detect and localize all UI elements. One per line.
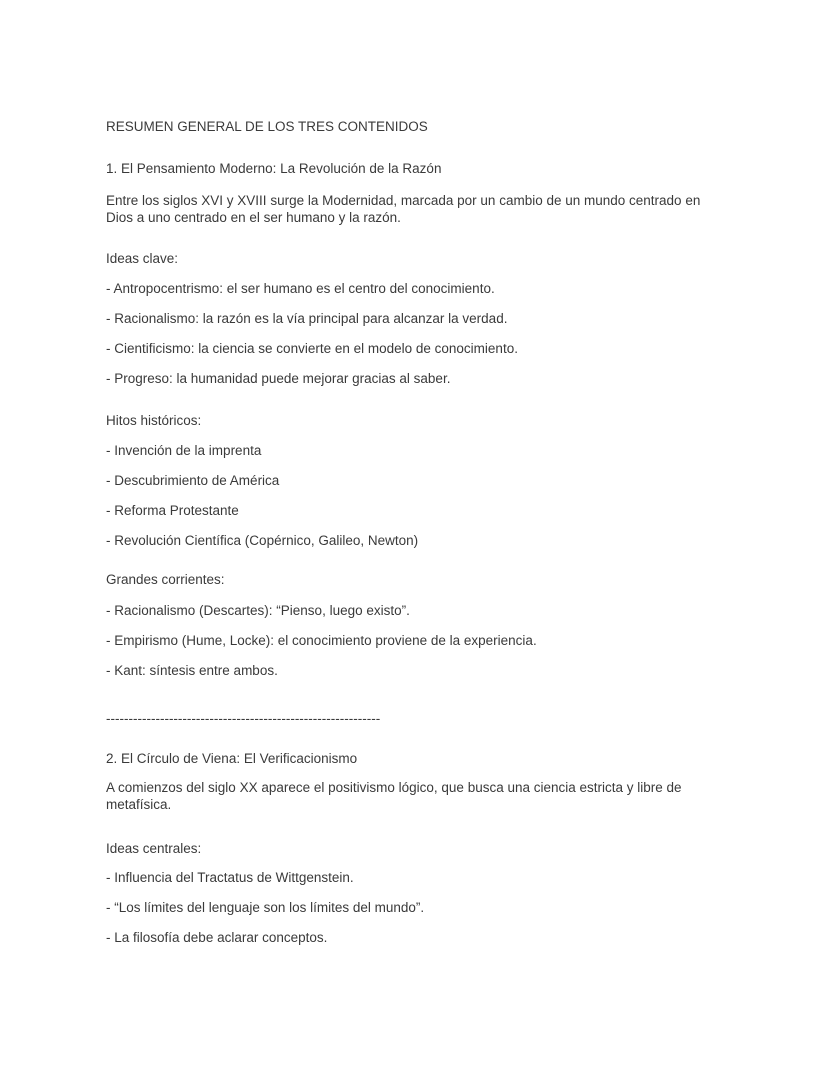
separator-line: ------------------------------------------------------------- — [106, 711, 381, 726]
bullet-item: - Invención de la imprenta — [106, 443, 262, 458]
paragraph-line: Entre los siglos XVI y XVIII surge la Modernidad, marcada por un cambio de un mundo centrado en — [106, 193, 701, 208]
section-2-intro-paragraph — [106, 779, 722, 813]
bullet-item: - “Los límites del lenguaje son los límites del mundo”. — [106, 900, 425, 915]
bullet-item: - Antropocentrismo: el ser humano es el centro del conocimiento. — [106, 281, 495, 296]
bullet-item: - Racionalismo (Descartes): “Pienso, luego existo”. — [106, 603, 410, 618]
bullet-item: - Kant: síntesis entre ambos. — [106, 663, 278, 678]
list-label-ideas-centrales: Ideas centrales: — [106, 841, 202, 856]
bullet-item: - Descubrimiento de América — [106, 473, 280, 488]
bullet-item: - Empirismo (Hume, Locke): el conocimiento proviene de la experiencia. — [106, 633, 537, 648]
bullet-item: - Revolución Científica (Copérnico, Galileo, Newton) — [106, 533, 419, 548]
bullet-item: - Progreso: la humanidad puede mejorar gracias al saber. — [106, 371, 451, 386]
list-label-hitos-historicos: Hitos históricos: — [106, 413, 202, 428]
paragraph-line: metafísica. — [106, 797, 172, 812]
bullet-item: - Cientificismo: la ciencia se convierte en el modelo de conocimiento. — [106, 341, 518, 356]
list-label-grandes-corrientes: Grandes corrientes: — [106, 572, 225, 587]
bullet-item: - Reforma Protestante — [106, 503, 239, 518]
section-2-heading: 2. El Círculo de Viena: El Verificacionismo — [106, 751, 358, 766]
bullet-item: - Racionalismo: la razón es la vía principal para alcanzar la verdad. — [106, 311, 508, 326]
paragraph-line: Dios a uno centrado en el ser humano y la razón. — [106, 210, 401, 225]
bullet-item: - Influencia del Tractatus de Wittgenstein. — [106, 870, 354, 885]
document-title: RESUMEN GENERAL DE LOS TRES CONTENIDOS — [106, 119, 428, 134]
section-1-heading: 1. El Pensamiento Moderno: La Revolución de la Razón — [106, 161, 442, 176]
section-1-intro-paragraph — [106, 192, 722, 226]
paragraph-line: A comienzos del siglo XX aparece el positivismo lógico, que busca una ciencia estricta y libre de — [106, 780, 682, 795]
bullet-item: - La filosofía debe aclarar conceptos. — [106, 930, 328, 945]
list-label-ideas-clave: Ideas clave: — [106, 251, 179, 266]
